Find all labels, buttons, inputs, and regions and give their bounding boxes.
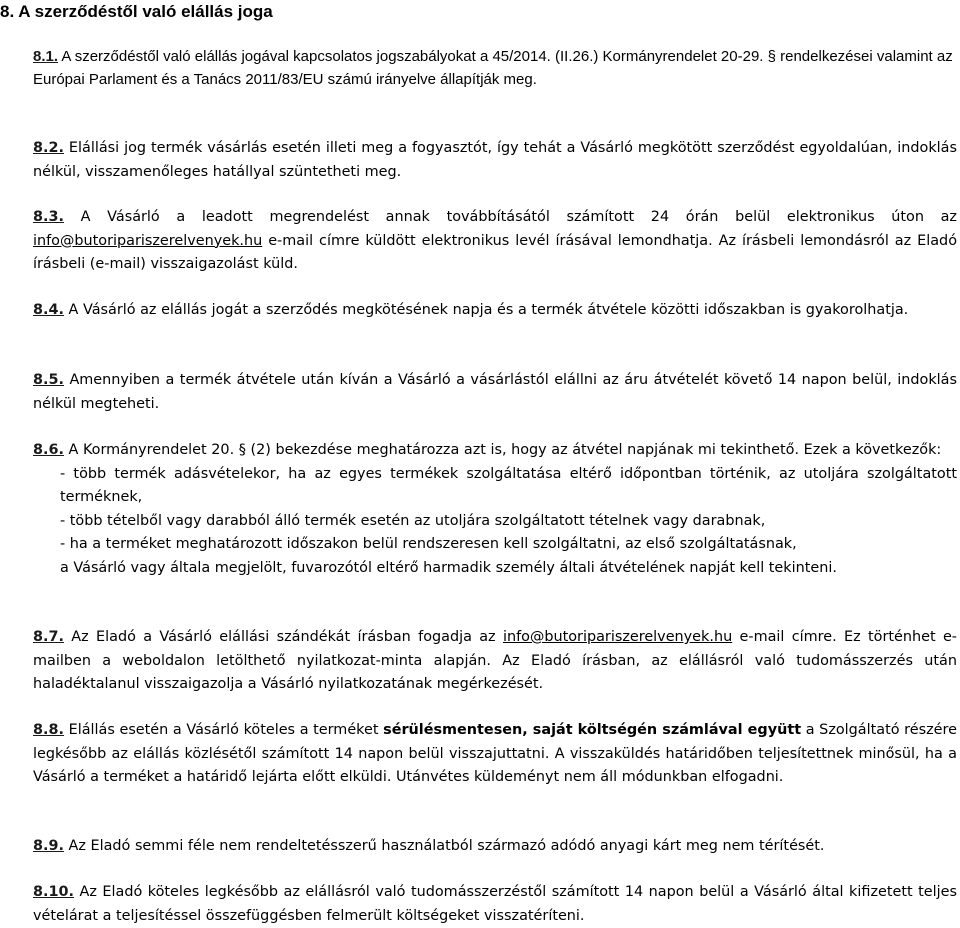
paragraph-8-7 — [33, 626, 957, 697]
paragraph-number: 8.6. — [33, 442, 64, 458]
paragraph-text: a Szolgáltató részére legkésőbb az elállás közlésétől számított 14 napon belül visszajuttatni. A visszaküldés határidőben teljesítettnek minősül, ha a Vásárló a terméket a határidő lejárta előtt elküldi. Utánvétes küldeményt nem áll módunkban elfogadni. — [33, 722, 957, 785]
paragraph-8-10 — [33, 881, 957, 928]
paragraph-8-2 — [33, 137, 957, 184]
paragraph-text: A Kormányrendelet 20. § (2) bekezdése meghatározza azt is, hogy az átvétel napjának mi tekinthető. Ezek a következők: — [63, 442, 942, 458]
paragraph-text: Elállás esetén a Vásárló köteles a terméket — [63, 722, 384, 738]
paragraph-number: 8.1. — [33, 48, 59, 65]
paragraph-number: 8.2. — [33, 140, 64, 156]
paragraph-text: e-mail címre. Ez történhet e-mailben a weboldalon letölthető nyilatkozat-minta alapján. Az Eladó írásban, az elállásról való tudomásszerzés után haladéktalanul visszaigazolja a Vásárló nyilatkozatának megérkezését. — [33, 629, 958, 692]
paragraph-8-4 — [33, 299, 957, 323]
paragraph-number: 8.7. — [33, 629, 64, 645]
paragraph-8-5 — [33, 369, 957, 416]
list-item: - több termék adásvételekor, ha az egyes termékek szolgáltatása eltérő időpontban történik, az utoljára szolgáltatott terméknek, — [60, 465, 957, 505]
paragraph-text: A Vásárló a leadott megrendelést annak továbbításától számított 24 órán belül elektronikus úton az — [63, 209, 957, 225]
list-item: - ha a terméket meghatározott időszakon belül rendszeresen kell szolgáltatni, az első szolgáltatásnak, — [60, 536, 797, 552]
paragraph-8-9 — [33, 835, 957, 859]
section-heading: 8. A szerződéstől való elállás joga — [0, 2, 273, 21]
email-link[interactable]: info@butoripariszerelvenyek.hu — [33, 232, 263, 249]
paragraph-number: 8.4. — [33, 302, 64, 318]
paragraph-text: Az Eladó semmi féle nem rendeltetésszerű használatból származó adódó anyagi kárt meg nem térítését. — [63, 838, 825, 854]
email-link[interactable]: info@butoripariszerelvenyek.hu — [502, 629, 733, 645]
list — [33, 463, 957, 581]
paragraph-text: Amennyiben a termék átvétele után kíván a Vásárló a vásárlástól elállni az áru átvételét követő 14 napon belül, indoklás nélkül megteheti. — [33, 372, 957, 412]
paragraph-text: Elállási jog termék vásárlás esetén illeti meg a fogyasztót, így tehát a Vásárló megkötött szerződést egyoldalúan, indoklás nélkül, visszamenőleges hatállyal szüntetheti meg. — [33, 140, 957, 180]
emphasis-text: sérülésmentesen, saját költségén számlával együtt — [383, 722, 802, 738]
paragraph-number: 8.3. — [33, 209, 64, 225]
paragraph-text: A szerződéstől való elállás jogával kapcsolatos jogszabályokat a 45/2014. (II.26.) Kormányrendelet 20-29. § rendelkezései valamint az Európai Parlament és a Tanács 2011/83/EU számú irányelve állapítják meg. — [33, 48, 953, 88]
paragraph-text: Az Eladó a Vásárló elállási szándékát írásban fogadja az — [63, 629, 503, 645]
paragraph-text: e-mail címre küldött elektronikus levél írásával lemondhatja. Az írásbeli lemondásról az Eladó írásbeli (e-mail) visszaigazolást küld. — [33, 232, 957, 272]
paragraph-number: 8.8. — [33, 722, 64, 738]
list-item: a Vásárló vagy általa megjelölt, fuvarozótól eltérő harmadik személy általi átvételének napját kell tekinteni. — [60, 559, 837, 576]
paragraph-number: 8.9. — [33, 838, 64, 854]
paragraph-text: A Vásárló az elállás jogát a szerződés megkötésének napja és a termék átvétele közötti időszakban is gyakorolhatja. — [63, 302, 909, 318]
paragraph-number: 8.5. — [33, 372, 64, 388]
paragraph-8-3 — [33, 206, 957, 277]
paragraph-8-1 — [33, 45, 957, 91]
list-item: - több tételből vagy darabból álló termék esetén az utoljára szolgáltatott tételnek vagy darabnak, — [60, 512, 766, 529]
paragraph-8-8 — [33, 719, 957, 790]
paragraph-text: Az Eladó köteles legkésőbb az elállásról való tudomásszerzéstől számított 14 napon belül a Vásárló által kifizetett teljes vételárat a teljesítéssel összefüggésben felmerült költségeket visszatéríteni. — [33, 884, 957, 924]
paragraph-number: 8.10. — [33, 884, 74, 900]
paragraph-8-6 — [33, 439, 957, 580]
